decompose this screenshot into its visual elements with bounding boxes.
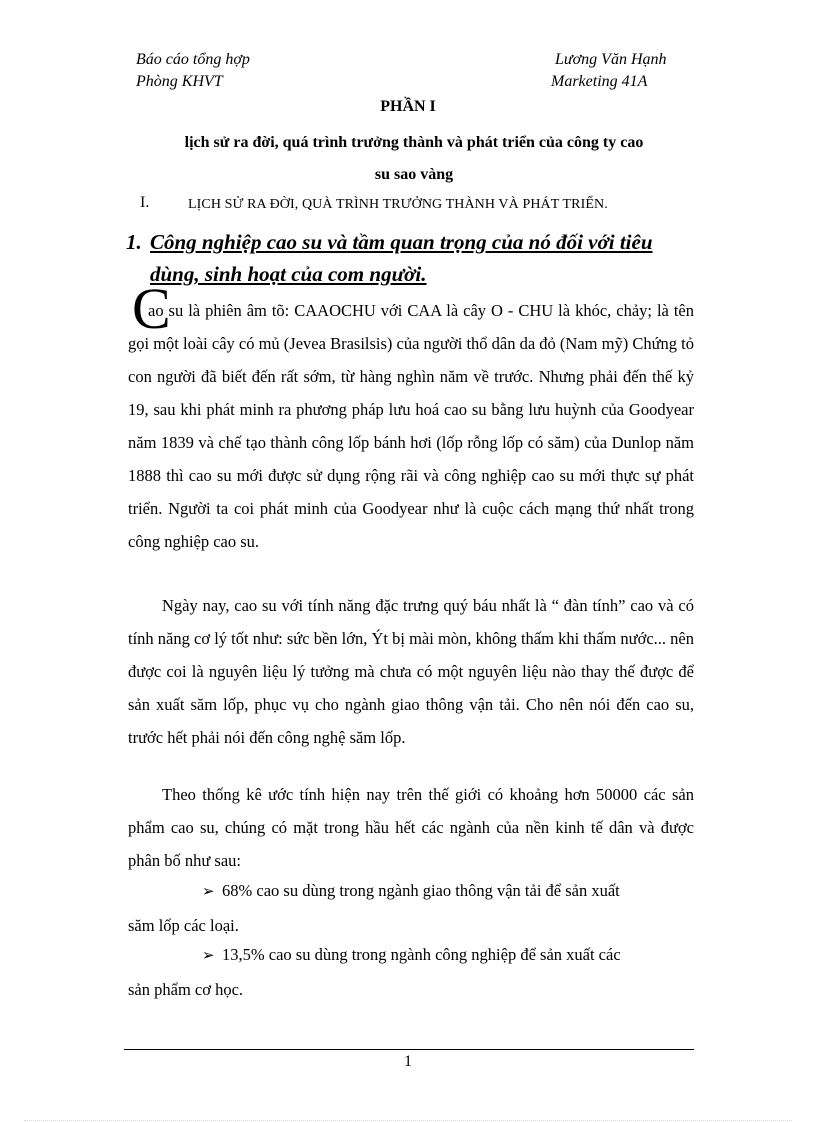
paragraph-1 — [128, 294, 694, 558]
section-number: I. — [140, 194, 150, 211]
bullet-first-line — [128, 874, 694, 909]
arrow-bullet-icon: ➢ — [202, 884, 215, 900]
chapter-title-line1: lịch sử ra đời, quá trình trưởng thành và phát triển của công ty cao — [184, 134, 644, 151]
heading-1-line2: dùng, sinh hoạt của com người. — [150, 262, 427, 286]
arrow-bullet-icon: ➢ — [202, 948, 215, 964]
section-title: LỊCH SỬ RA ĐỜI, QUÀ TRÌNH TRƯỞNG THÀNH VÀ PHÁT TRIỂN. — [188, 197, 608, 212]
footer-rule — [124, 1049, 694, 1050]
header-author: Lương Văn Hạnh — [555, 51, 667, 68]
bullet-item — [128, 938, 694, 1006]
chapter-title-line2: su sao vàng — [374, 166, 454, 183]
page-number: 1 — [404, 1053, 412, 1070]
header-department: Phòng KHVT — [136, 73, 223, 90]
heading-1-text — [126, 226, 706, 290]
header-class: Marketing 41A — [551, 73, 648, 90]
paragraph-3: Theo thống kê ước tính hiện nay trên thế giới có khoảng hơn 50000 các sản phẩm cao su, chúng có mặt trong hầu hết các ngành của nền kinh tế dân và được phân bố như sau: — [128, 785, 694, 870]
header-left — [136, 49, 250, 93]
header-right — [551, 49, 667, 93]
heading-1 — [126, 226, 706, 290]
heading-1-line1: Công nghiệp cao su và tầm quan trọng của nó đối với tiêu — [150, 230, 653, 254]
bullet-1-rest: săm lốp các loại. — [128, 916, 239, 935]
paragraph-1-text: ao su là phiên âm tõ: CAAOCHU với CAA là cây O - CHU là khóc, chảy; là tên gọi một loài cây có mủ (Jevea Brasilsis) của người thổ dân da đỏ (Nam mỹ) Chứng tỏ con người đã biết đến rất sớm, từ hàng nghìn năm về trước. Nhưng phải đến thế kỷ 19, sau khi phát minh ra phương pháp lưu hoá cao su bằng lưu huỳnh của Goodyear năm 1839 và chế tạo thành công lốp bánh hơi (lốp rỗng lốp có săm) của Dunlop năm 1888 thì cao su mới được sử dụng rộng rãi và công nghiệp cao su mới thực sự phát triển. Người ta coi phát minh của Goodyear như là cuộc cách mạng thứ nhất trong công nghiệp cao su. — [128, 301, 694, 551]
bullet-2-rest: sản phẩm cơ học. — [128, 980, 244, 999]
bullet-2-first: 13,5% cao su dùng trong ngành công nghiệp để sản xuất các — [222, 945, 621, 964]
chapter-title — [124, 127, 704, 191]
paragraph-2: Ngày nay, cao su với tính năng đặc trưng quý báu nhất là “ đàn tính” cao và có tính năng cơ lý tốt như: sức bền lớn, Ýt bị mài mòn, không thấm khi thấm nước... nên được coi là nguyên liệu lý tưởng mà chưa có một nguyên liệu nào thay thế được để sản xuất săm lốp, phục vụ cho ngành giao thông vận tải. Cho nên nói đến cao su, trước hết phải nói đến công nghệ săm lốp. — [128, 596, 694, 747]
heading-1-number: 1. — [126, 230, 142, 254]
bullet-1-first: 68% cao su dùng trong ngành giao thông vận tải để sản xuất — [222, 881, 620, 900]
bullet-first-line — [128, 938, 694, 973]
drop-cap: C — [132, 276, 171, 341]
page-edge-divider — [24, 1120, 792, 1121]
bullet-item — [128, 874, 694, 942]
part-title: PHẦN I — [380, 98, 436, 115]
header-report-title: Báo cáo tổng hợp — [136, 51, 250, 68]
